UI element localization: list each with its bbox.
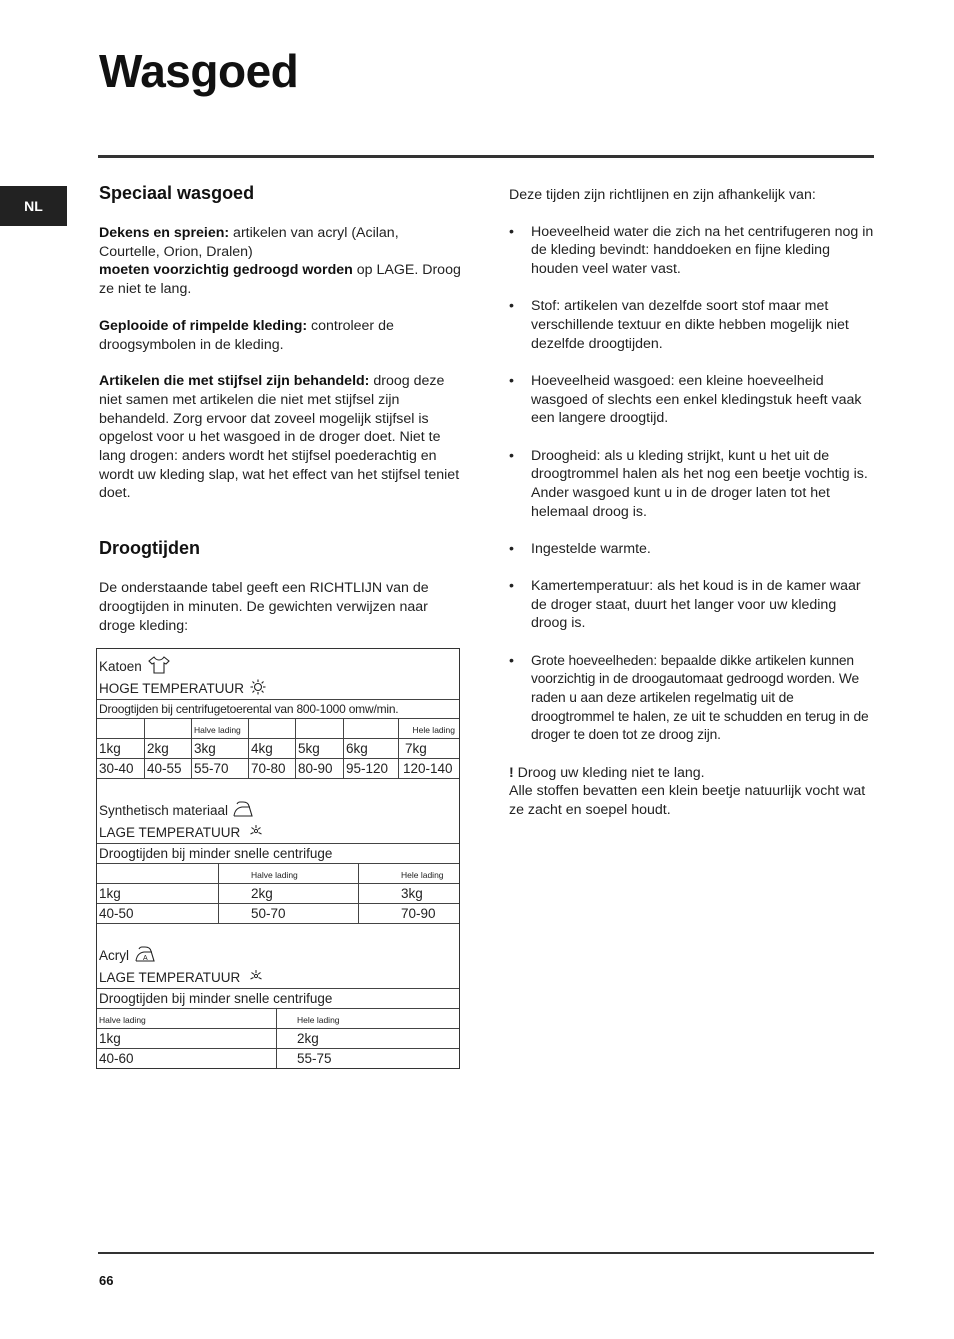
synthetic-header [97,779,459,843]
bottom-divider [98,1252,874,1254]
acrylic-load-row [97,1008,459,1028]
acrylic-time-row [97,1048,459,1068]
list-item: • Hoeveelheid water die zich na het centrifugeren nog in de kleding bevindt: handdoeken en fijne kleding houden veel water vast. [509,223,874,278]
small-sun-icon [249,969,263,986]
table-cell: 95-120 [343,759,398,778]
blankets-text: artikelen van acryl (Acilan, Courtelle, Orion, Dralen) [99,225,399,260]
language-tab: NL [0,186,67,226]
small-sun-icon [249,824,263,841]
table-cell: 70-90 [358,904,459,923]
synthetic-temperature: LAGE TEMPERATUUR [99,824,241,840]
acrylic-subtitle: Droogtijden bij minder snelle centrifuge [99,991,333,1006]
list-item: • Grote hoeveelheden: bepaalde dikke artikelen kunnen voorzichtig in de droogautomaat gedroogd worden. We raden u aan deze artikelen regelmatig uit de droogtrommel te halen, ze uit te schudden en terug in de droger te doen tot ze droog zijn. [509,652,869,743]
acrylic-temperature: LAGE TEMPERATUUR [99,969,241,985]
acrylic-half-load: Halve lading [99,1015,146,1025]
table-cell: 80-90 [295,759,343,778]
blankets-label: Dekens en spreien: [99,225,230,241]
synthetic-label: Synthetisch materiaal [99,802,229,818]
cotton-header [97,649,459,699]
cotton-load-row [97,718,459,738]
synthetic-subtitle: Droogtijden bij minder snelle centrifuge [99,846,333,861]
page-title: Wasgoed [99,45,299,97]
cotton-time-row [97,758,459,778]
top-divider [98,155,874,158]
synthetic-full-load: Hele lading [358,864,459,883]
acrylic-subtitle-row [97,988,459,1008]
table-cell: 7kg [398,739,459,758]
synthetic-subtitle-row [97,843,459,863]
svg-text:A: A [143,954,148,962]
starch-paragraph [99,372,461,503]
factors-list [509,223,875,745]
cotton-half-load: Halve lading [191,719,248,738]
warning-text-2: Alle stoffen bevatten een klein beetje natuurlijk vocht wat ze zacht en soepel houdt. [509,783,866,819]
right-column [509,186,875,820]
table-cell: 70-80 [248,759,295,778]
cotton-full-load: Hele lading [398,719,459,738]
table-cell: 120-140 [398,759,459,778]
table-cell: 3kg [191,739,248,758]
starch-text: droog deze niet samen met artikelen die niet met stijfsel zijn behandeld. Zorg ervoor dat zoveel mogelijk stijfsel is opgelost voor u het wasgoed in de droger doet. Niet te lang drogen: anders wordt het stijfsel poederachtig en wordt uw kleding slap, wat het effect van het stijfsel teniet doet. [99,373,460,502]
pleated-paragraph [99,317,461,354]
table-cell: 40-50 [99,906,134,921]
iron-icon [232,800,254,821]
table-cell: 1kg [99,1031,121,1046]
warning-note [509,764,875,820]
synthetic-time-row [97,903,459,923]
factors-intro: Deze tijden zijn richtlijnen en zijn afhankelijk van: [509,187,816,203]
table-cell: 50-70 [218,904,358,923]
drying-times-table [96,648,460,1069]
drying-times-heading: Droogtijden [99,538,200,559]
drying-intro: De onderstaande tabel geeft een RICHTLIJN van de droogtijden in minuten. De gewichten verwijzen naar droge kleding: [99,580,429,634]
sun-icon [250,679,266,698]
warning-mark: ! [509,764,514,781]
table-cell: 40-55 [144,759,191,778]
special-laundry-heading: Speciaal wasgoed [99,183,255,203]
cotton-subtitle-row [97,699,459,718]
table-cell: 1kg [99,741,121,756]
table-cell: 5kg [295,739,343,758]
table-cell: 1kg [99,886,121,901]
synthetic-weight-row [97,883,459,903]
table-cell: 4kg [248,739,295,758]
table-cell: 30-40 [99,761,134,776]
acrylic-label: Acryl [99,947,129,963]
cotton-subtitle: Droogtijden bij centrifugetoerental van 800-1000 omw/min. [99,702,399,716]
acrylic-icon [134,945,156,966]
acrylic-weight-row [97,1028,459,1048]
synthetic-load-row [97,863,459,883]
table-cell: 55-70 [191,759,248,778]
pleated-text: controleer de droogsymbolen in de kleding. [99,317,394,353]
blankets-text-2: op LAGE. Droog ze niet te lang. [99,262,461,298]
acrylic-header [97,924,459,988]
table-cell: 6kg [343,739,398,758]
list-item: • Droogheid: als u kleding strijkt, kunt u het uit de droogtrommel halen als het nog een beetje vochtig is. Ander wasgoed kunt u in de droger laten tot het helemaal droog is. [509,447,868,520]
list-item: • Ingestelde warmte. [509,540,651,557]
list-item: • Stof: artikelen van dezelfde soort stof maar met verschillende textuur en dikte hebben mogelijk niet dezelfde droogtijden. [509,298,849,352]
synthetic-half-load: Halve lading [218,864,358,883]
list-item: • Kamertemperatuur: als het koud is in de kamer waar de droger staat, duurt het langer voor uw kleding droog is. [509,578,861,632]
cotton-label: Katoen [99,658,142,674]
pleated-label: Geplooide of rimpelde kleding: [99,317,308,334]
table-cell: 3kg [358,884,459,903]
warning-text: Droog uw kleding niet te lang. [513,764,705,781]
blankets-paragraph [99,224,461,299]
table-cell: 2kg [144,739,191,758]
left-column [99,183,461,635]
table-cell: 55-75 [276,1049,459,1068]
page-number: 66 [99,1273,114,1288]
cotton-weight-row [97,738,459,758]
table-cell: 2kg [276,1029,459,1048]
cotton-temperature: HOGE TEMPERATUUR [99,680,245,696]
starch-label: Artikelen die met stijfsel zijn behandeld: [99,373,370,390]
table-cell: 40-60 [99,1051,134,1066]
blankets-label-2: moeten voorzichtig gedroogd worden [99,262,353,279]
tshirt-icon [148,655,170,678]
list-item: • Hoeveelheid wasgoed: een kleine hoeveelheid wasgoed of slechts een enkel kledingstuk heeft vaak een langere droogtijd. [509,372,862,427]
acrylic-full-load: Hele lading [276,1009,459,1028]
table-cell: 2kg [218,884,358,903]
